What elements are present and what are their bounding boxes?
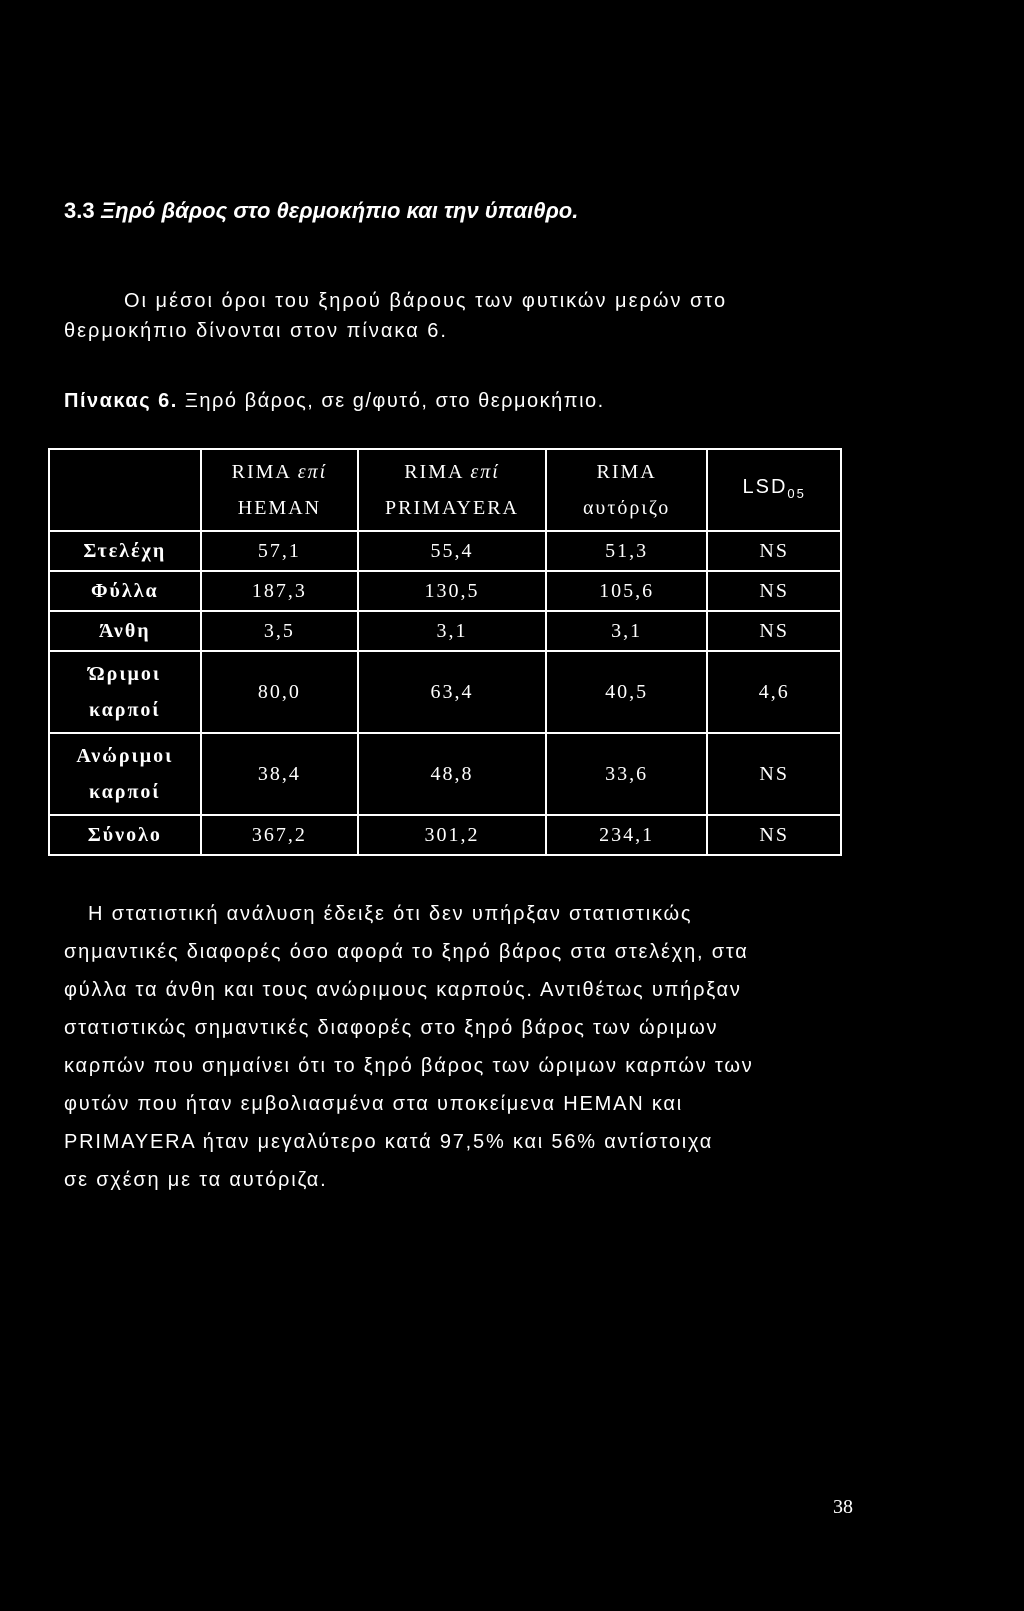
paragraph-line: καρπών που σημαίνει ότι το ξηρό βάρος των ώριμων καρπών των bbox=[64, 1055, 754, 1077]
table-row bbox=[49, 733, 841, 815]
paragraph-line: Η στατιστική ανάλυση έδειξε ότι δεν υπήρξαν στατιστικώς bbox=[88, 903, 693, 925]
table-cell: 3,1 bbox=[358, 611, 546, 651]
table-cell: 4,6 bbox=[707, 651, 841, 733]
intro-line-2: θερμοκήπιο δίνονται στον πίνακα 6. bbox=[64, 320, 448, 342]
section-title: Ξηρό βάρος στο θερμοκήπιο και την ύπαιθρο. bbox=[100, 198, 579, 223]
header-line: αυτόριζο bbox=[582, 497, 671, 519]
header-line: RIMA bbox=[596, 461, 657, 483]
header-line: PRIMAYERA bbox=[385, 497, 519, 519]
section-heading bbox=[64, 198, 578, 224]
table-row bbox=[49, 531, 841, 571]
paragraph-line: σημαντικές διαφορές όσο αφορά το ξηρό βάρος στα στελέχη, στα bbox=[64, 941, 749, 963]
table-header-row bbox=[49, 449, 841, 531]
table-cell: NS bbox=[707, 733, 841, 815]
row-label bbox=[49, 733, 201, 815]
row-label-line-1: Ανώριμοι bbox=[76, 745, 174, 767]
intro-line-1: Οι μέσοι όροι του ξηρού βάρους των φυτικών μερών στο bbox=[124, 290, 728, 312]
table-row bbox=[49, 571, 841, 611]
header-line-italic: επί bbox=[297, 461, 328, 483]
header-rima-heman bbox=[201, 449, 359, 531]
table-row bbox=[49, 815, 841, 855]
caption-text: Ξηρό βάρος, σε g/φυτό, στο θερμοκήπιο. bbox=[184, 390, 605, 412]
row-label: Σύνολο bbox=[49, 815, 201, 855]
header-rima-primayera bbox=[358, 449, 546, 531]
table-cell: 187,3 bbox=[201, 571, 359, 611]
table-cell: 301,2 bbox=[358, 815, 546, 855]
table-cell: 55,4 bbox=[358, 531, 546, 571]
row-label: Φύλλα bbox=[49, 571, 201, 611]
paragraph-line: στατιστικώς σημαντικές διαφορές στο ξηρό βάρος των ώριμων bbox=[64, 1017, 719, 1039]
dry-weight-table bbox=[48, 448, 842, 856]
lsd-label: LSD bbox=[742, 475, 788, 498]
table-cell: 130,5 bbox=[358, 571, 546, 611]
intro-paragraph bbox=[64, 286, 864, 346]
row-label: Στελέχη bbox=[49, 531, 201, 571]
table-cell: 105,6 bbox=[546, 571, 708, 611]
table-cell: 63,4 bbox=[358, 651, 546, 733]
table-caption bbox=[64, 390, 605, 413]
paragraph-line: PRIMAYERA ήταν μεγαλύτερο κατά 97,5% και 56% αντίστοιχα bbox=[64, 1131, 714, 1153]
paragraph-line: σε σχέση με τα αυτόριζα. bbox=[64, 1169, 328, 1191]
row-label bbox=[49, 651, 201, 733]
header-line-italic: επί bbox=[470, 461, 500, 483]
row-label: Άνθη bbox=[49, 611, 201, 651]
table-cell: 80,0 bbox=[201, 651, 359, 733]
row-label-line-2: καρποί bbox=[89, 699, 161, 721]
header-rima-autoriza bbox=[546, 449, 708, 531]
header-lsd bbox=[707, 449, 841, 531]
header-line: HEMAN bbox=[237, 497, 322, 519]
table-cell: 234,1 bbox=[546, 815, 708, 855]
table-cell: 3,5 bbox=[201, 611, 359, 651]
header-line: RIMA bbox=[231, 461, 291, 483]
lsd-subscript: 05 bbox=[787, 485, 806, 501]
analysis-paragraph bbox=[64, 895, 864, 1199]
table-cell: NS bbox=[707, 571, 841, 611]
page-number: 38 bbox=[833, 1496, 853, 1518]
table-cell: 33,6 bbox=[546, 733, 708, 815]
row-label-line-2: καρποί bbox=[89, 781, 161, 803]
table-cell: NS bbox=[707, 531, 841, 571]
table-cell: 3,1 bbox=[546, 611, 708, 651]
table-row bbox=[49, 651, 841, 733]
header-line: RIMA bbox=[404, 461, 464, 483]
table-cell: 57,1 bbox=[201, 531, 359, 571]
table-cell: 367,2 bbox=[201, 815, 359, 855]
table-row bbox=[49, 611, 841, 651]
paragraph-line: φύλλα τα άνθη και τους ανώριμους καρπούς. Αντιθέτως υπήρξαν bbox=[64, 979, 742, 1001]
row-label-line-1: Ώριμοι bbox=[88, 663, 162, 685]
table-cell: 38,4 bbox=[201, 733, 359, 815]
table-cell: NS bbox=[707, 611, 841, 651]
paragraph-line: φυτών που ήταν εμβολιασμένα στα υποκείμενα HEMAN και bbox=[64, 1093, 683, 1115]
table-cell: 51,3 bbox=[546, 531, 708, 571]
header-corner bbox=[49, 449, 201, 531]
caption-label: Πίνακας 6. bbox=[64, 390, 178, 412]
table-cell: 40,5 bbox=[546, 651, 708, 733]
table-cell: 48,8 bbox=[358, 733, 546, 815]
table-cell: NS bbox=[707, 815, 841, 855]
section-number: 3.3 bbox=[64, 198, 95, 223]
